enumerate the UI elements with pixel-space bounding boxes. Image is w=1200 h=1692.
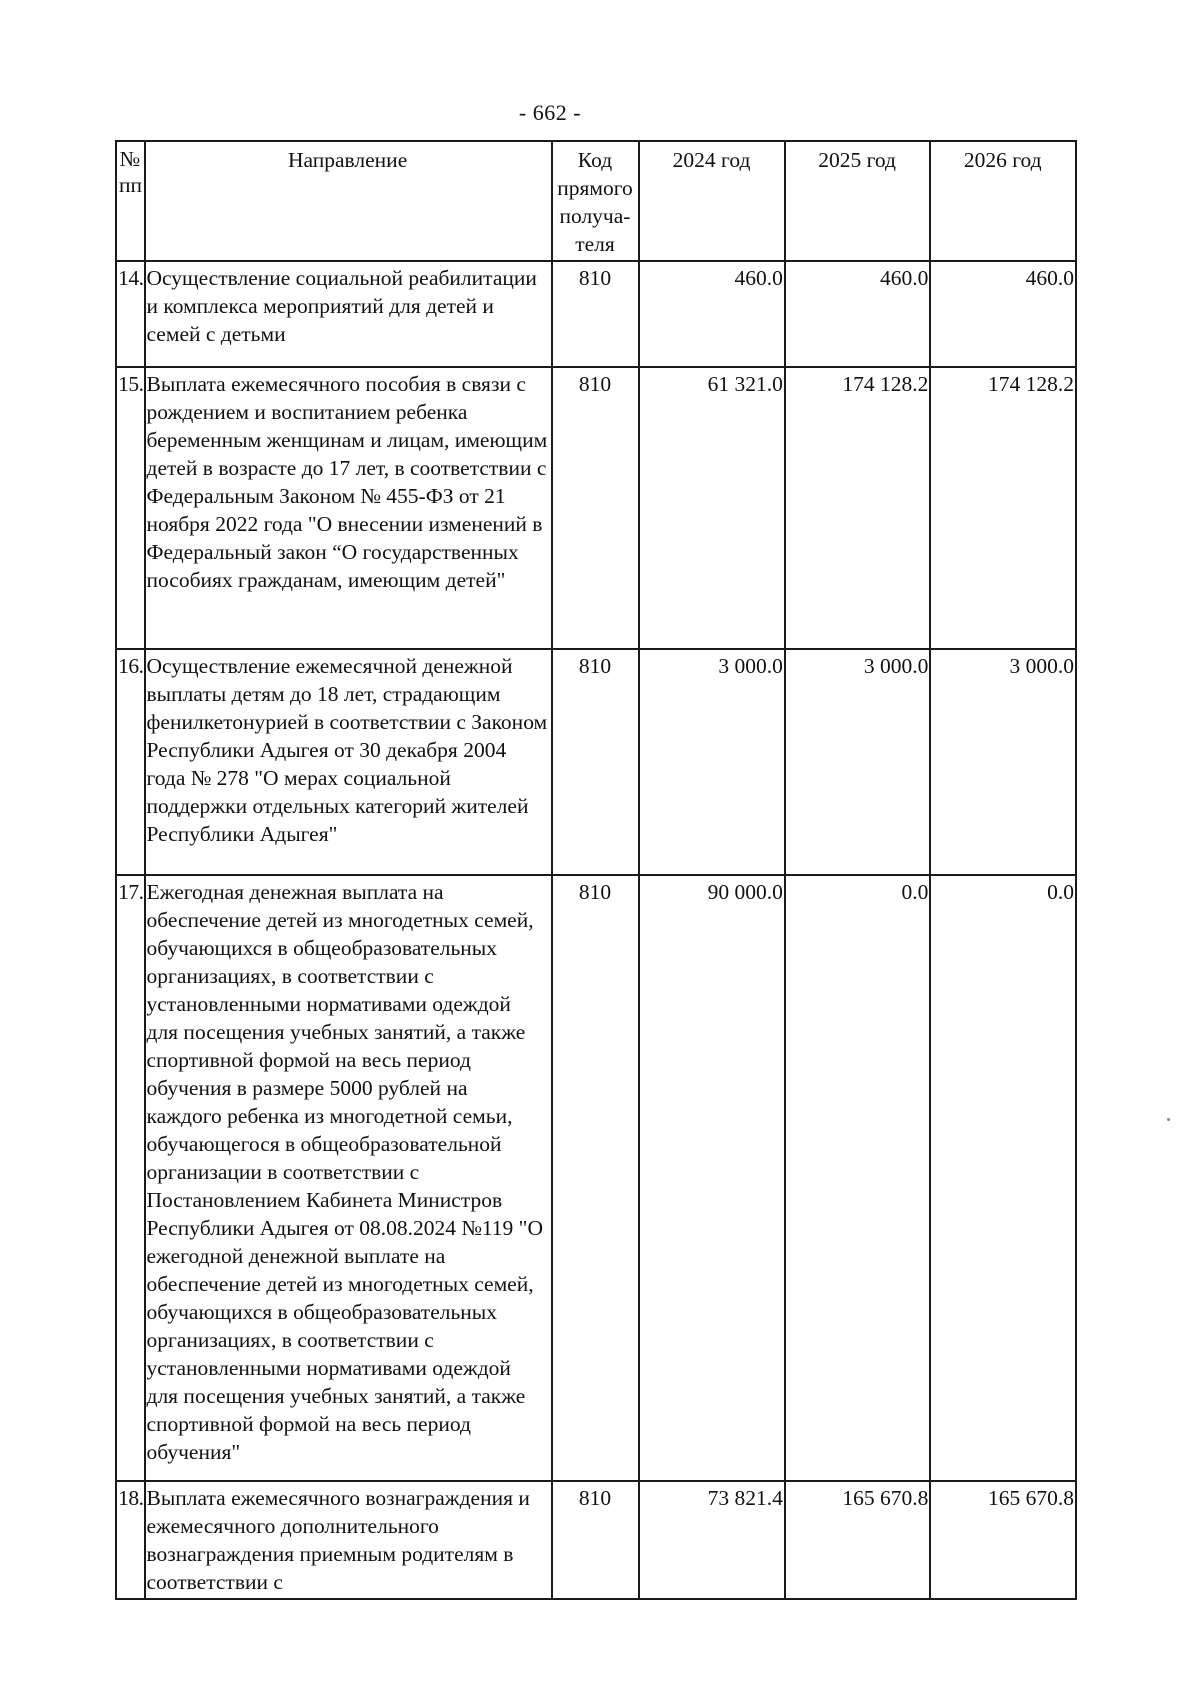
budget-table bbox=[115, 140, 1077, 1600]
row-amount-2025: 174 128.2 bbox=[785, 367, 931, 649]
row-amount-2026: 174 128.2 bbox=[930, 367, 1076, 649]
header-2024: 2024 год bbox=[639, 141, 785, 261]
row-code: 810 bbox=[552, 261, 640, 367]
row-code: 810 bbox=[552, 875, 640, 1481]
table-row bbox=[116, 367, 1076, 649]
row-num: 14. bbox=[116, 261, 145, 367]
row-direction: Выплата ежемесячного вознаграждения и ежемесячного дополнительного вознаграждения приемным родителям в соответствии с bbox=[145, 1481, 552, 1599]
row-num: 17. bbox=[116, 875, 145, 1481]
row-num: 18. bbox=[116, 1481, 145, 1599]
row-amount-2025: 165 670.8 bbox=[785, 1481, 931, 1599]
row-amount-2026: 460.0 bbox=[930, 261, 1076, 367]
row-num: 15. bbox=[116, 367, 145, 649]
row-amount-2025: 3 000.0 bbox=[785, 649, 931, 875]
row-amount-2024: 73 821.4 bbox=[639, 1481, 785, 1599]
row-direction: Осуществление социальной реабилитации и комплекса мероприятий для детей и семей с детьми bbox=[145, 261, 552, 367]
row-amount-2024: 90 000.0 bbox=[639, 875, 785, 1481]
header-2025: 2025 год bbox=[785, 141, 931, 261]
header-direction: Направление bbox=[145, 141, 552, 261]
row-direction: Осуществление ежемесячной денежной выплаты детям до 18 лет, страдающим фенилкетонурией в соответствии с Законом Республики Адыгея от 30 декабря 2004 года № 278 "О мерах социальной поддержки отдельных категорий жителей Республики Адыгея" bbox=[145, 649, 552, 875]
table-row bbox=[116, 875, 1076, 1481]
row-amount-2024: 61 321.0 bbox=[639, 367, 785, 649]
row-amount-2026: 3 000.0 bbox=[930, 649, 1076, 875]
header-2026: 2026 год bbox=[930, 141, 1076, 261]
row-amount-2025: 460.0 bbox=[785, 261, 931, 367]
page-number: - 662 - bbox=[518, 100, 582, 125]
row-num: 16. bbox=[116, 649, 145, 875]
row-direction: Выплата ежемесячного пособия в связи с рождением и воспитанием ребенка беременным женщинам и лицам, имеющим детей в возрасте до 17 лет, в соответствии с Федеральным Законом № 455-ФЗ от 21 ноября 2022 года "О внесении изменений в Федеральный закон “О государственных пособиях гражданам, имеющим детей" bbox=[145, 367, 552, 649]
table-row bbox=[116, 1481, 1076, 1599]
header-row bbox=[116, 141, 1076, 261]
header-code: Код прямого получа-теля bbox=[552, 141, 640, 261]
row-direction: Ежегодная денежная выплата на обеспечение детей из многодетных семей, обучающихся в общеобразовательных организациях, в соответствии с установленными нормативами одеждой для посещения учебных занятий, а также спортивной формой на весь период обучения в размере 5000 рублей на каждого ребенка из многодетной семьи, обучающегося в общеобразовательной организации в соответствии с Постановлением Кабинета Министров Республики Адыгея от 08.08.2024 №119 "О ежегодной денежной выплате на обеспечение детей из многодетных семей, обучающихся в общеобразовательных организациях, в соответствии с установленными нормативами одеждой для посещения учебных занятий, а также спортивной формой на весь период обучения" bbox=[145, 875, 552, 1481]
table-row bbox=[116, 649, 1076, 875]
row-code: 810 bbox=[552, 367, 640, 649]
row-amount-2025: 0.0 bbox=[785, 875, 931, 1481]
row-amount-2024: 460.0 bbox=[639, 261, 785, 367]
table-row bbox=[116, 261, 1076, 367]
scan-speck bbox=[1167, 1118, 1170, 1121]
table-header bbox=[116, 141, 1076, 261]
table-body bbox=[116, 261, 1076, 1599]
row-amount-2026: 0.0 bbox=[930, 875, 1076, 1481]
header-num: № пп bbox=[116, 141, 145, 261]
row-code: 810 bbox=[552, 1481, 640, 1599]
row-amount-2026: 165 670.8 bbox=[930, 1481, 1076, 1599]
row-amount-2024: 3 000.0 bbox=[639, 649, 785, 875]
row-code: 810 bbox=[552, 649, 640, 875]
